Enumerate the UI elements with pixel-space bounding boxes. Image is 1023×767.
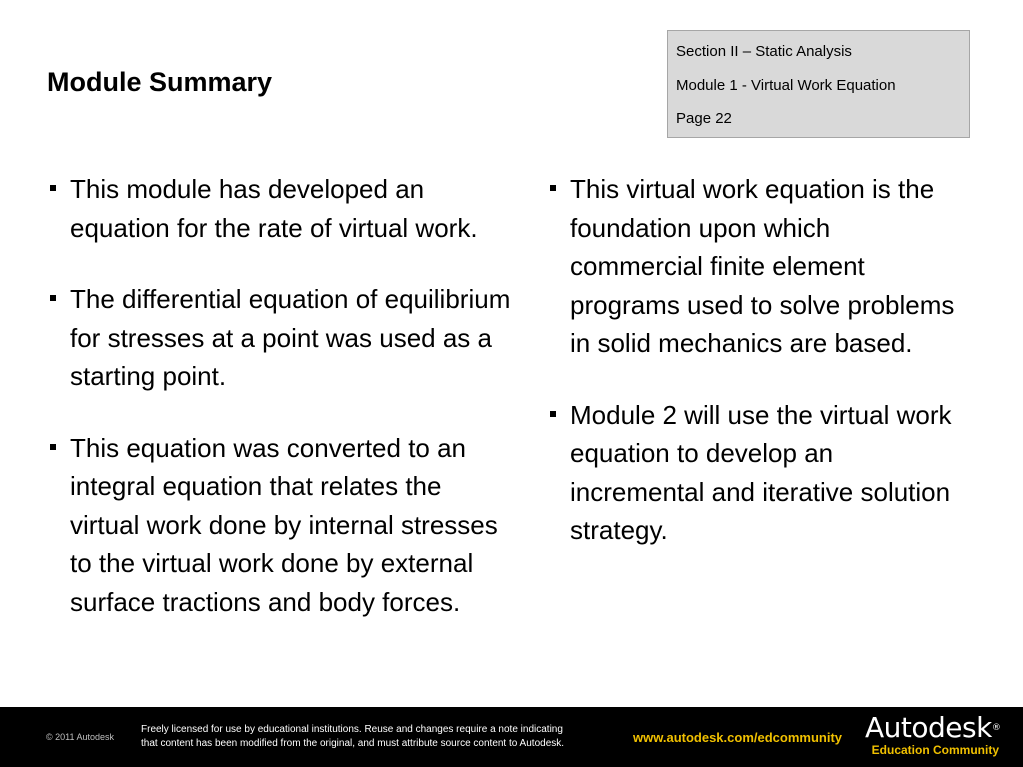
bullet-text: This virtual work equation is the foundation upon which commercial finite element programs used to solve problems in solid mechanics are based. [570, 174, 955, 358]
license-text [141, 723, 631, 751]
bullet-item [550, 396, 955, 550]
bullet-text: Module 2 will use the virtual work equation to develop an incremental and iterative solution strategy. [570, 399, 952, 545]
left-bullet-list [50, 170, 512, 621]
square-bullet-icon [550, 185, 556, 191]
autodesk-logo [865, 713, 999, 757]
slide-title: Module Summary [47, 67, 273, 97]
right-column [550, 170, 955, 550]
left-column [50, 170, 512, 621]
brand-name [865, 713, 999, 743]
bullet-text: This module has developed an equation for the rate of virtual work. [70, 174, 478, 243]
copyright-text: © 2011 Autodesk [46, 732, 115, 742]
square-bullet-icon [50, 185, 56, 191]
bullet-text: This equation was converted to an integral equation that relates the virtual work done by internal stresses to the virtual work done by external surface tractions and body forces. [70, 432, 498, 617]
trademark-mark: ® [991, 723, 1001, 733]
brand-subtitle: Education Community [871, 743, 999, 757]
bullet-text: The differential equation of equilibrium for stresses at a point was used as a starting point. [70, 284, 511, 391]
square-bullet-icon [550, 411, 556, 417]
section-label: Section II – Static Analysis [676, 43, 852, 60]
footer-bar [0, 707, 1023, 767]
module-label: Module 1 - Virtual Work Equation [676, 76, 896, 94]
page-label: Page 22 [676, 110, 732, 127]
bullet-item [50, 170, 512, 247]
section-info-box [667, 30, 970, 138]
community-link[interactable]: www.autodesk.com/edcommunity [633, 730, 843, 745]
bullet-item [550, 170, 955, 363]
square-bullet-icon [50, 295, 56, 301]
brand-name-text: Autodesk [865, 711, 992, 744]
bullet-item [50, 429, 512, 622]
bullet-item [50, 280, 512, 396]
square-bullet-icon [50, 444, 56, 450]
right-bullet-list [550, 170, 955, 550]
license-line-2: that content has been modified from the original, and must attribute source content to Autodesk. [141, 738, 565, 749]
license-line-1: Freely licensed for use by educational institutions. Reuse and changes require a note indicating [141, 724, 563, 735]
